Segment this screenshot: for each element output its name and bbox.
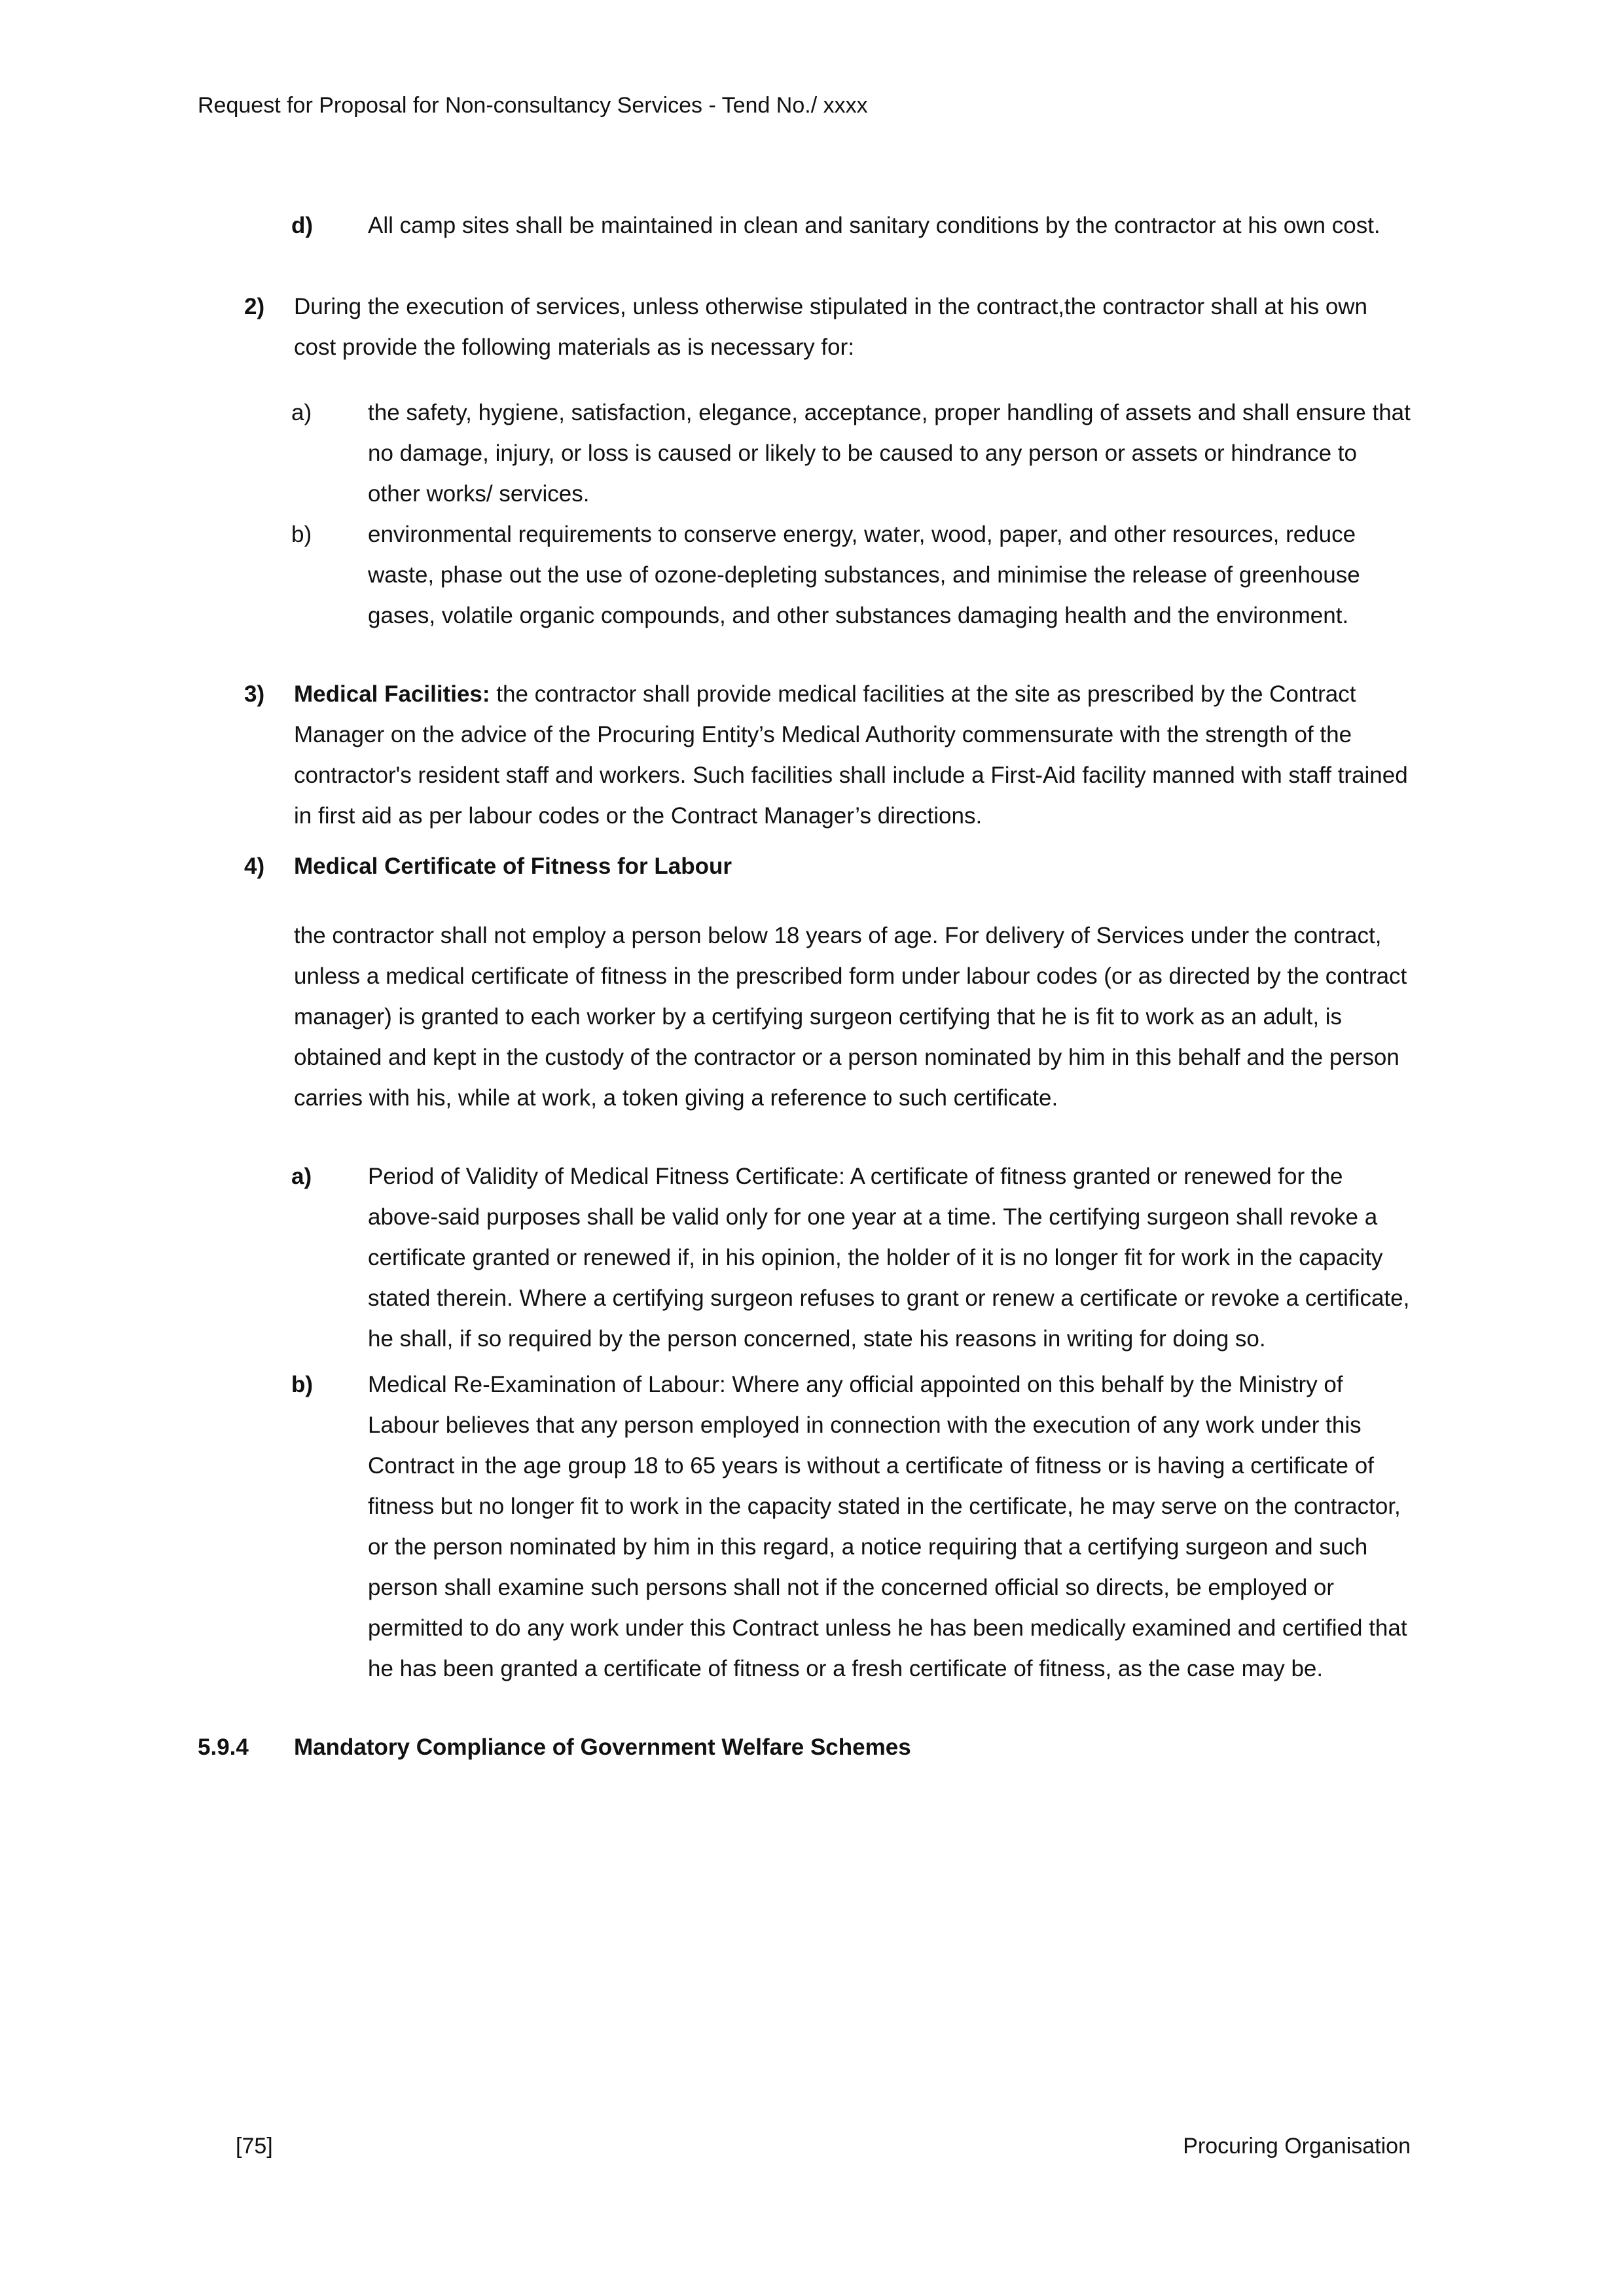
list-item-3 bbox=[244, 674, 1411, 836]
page-header bbox=[198, 85, 1411, 126]
list-text-4b: Medical Re-Examination of Labour: Where any official appointed on this behalf by the Ministry of Labour believes that any person employed in connection with the execution of any work under this Contract in the age group 18 to 65 years is without a certificate of fitness or is having a certificate of fitness but no longer fit to work in the capacity stated in the certificate, he may serve on the contractor, or the person nominated by him in this regard, a notice requiring that a certifying surgeon and such person shall examine such persons shall not if the concerned official so directs, be employed or permitted to do any work under this Contract unless he has been medically examined and certified that he has been granted a certificate of fitness or a fresh certificate of fitness, as the case may be. bbox=[368, 1372, 1407, 1681]
list-text-2a: the safety, hygiene, satisfaction, elegance, acceptance, proper handling of assets and shall ensure that no damage, injury, or loss is caused or likely to be caused to any person or assets or hindrance to other works/ services. bbox=[368, 400, 1411, 507]
footer-organisation: Procuring Organisation bbox=[1183, 2134, 1411, 2159]
document-body bbox=[198, 206, 1411, 1768]
list-label-2b: b) bbox=[291, 522, 312, 547]
list-item-4b bbox=[291, 1365, 1411, 1689]
list-item-2b bbox=[291, 514, 1411, 636]
list-text-4a: Period of Validity of Medical Fitness Certificate: A certificate of fitness granted or renewed for the above-said purposes shall be valid only for one year at a time. The certifying surgeon shall revoke a certificate granted or renewed if, in his opinion, the holder of it is no longer fit for work in the capacity stated therein. Where a certifying surgeon refuses to grant or renew a certificate or revoke a certificate, he shall, if so required by the person concerned, state his reasons in writing for doing so. bbox=[368, 1164, 1410, 1352]
list-item-2 bbox=[244, 287, 1411, 368]
list-item-2a bbox=[291, 393, 1411, 514]
list-text-3 bbox=[294, 674, 1411, 836]
section-heading-594 bbox=[198, 1727, 1411, 1768]
footer-page-number: [75] bbox=[236, 2134, 273, 2159]
list-item-d bbox=[291, 206, 1411, 246]
list-label-3: 3) bbox=[244, 681, 265, 707]
page-footer bbox=[198, 2126, 1411, 2166]
list-label-4a: a) bbox=[291, 1164, 312, 1189]
list-label-2a: a) bbox=[291, 400, 312, 425]
item-3-heading: Medical Facilities: bbox=[294, 681, 490, 707]
list-text-2b: environmental requirements to conserve energy, water, wood, paper, and other resources, reduce waste, phase out the use of ozone-depleting substances, and minimise the release of greenhouse gases, volatile organic compounds, and other substances damaging health and the environment. bbox=[368, 522, 1360, 628]
list-item-4a bbox=[291, 1157, 1411, 1359]
list-label-d: d) bbox=[291, 213, 314, 238]
list-label-4: 4) bbox=[244, 853, 265, 879]
list-text-d: All camp sites shall be maintained in clean and sanitary conditions by the contractor at his own cost. bbox=[368, 213, 1380, 238]
section-text-594: Mandatory Compliance of Government Welfare Schemes bbox=[294, 1734, 911, 1760]
item-4-paragraph: the contractor shall not employ a person below 18 years of age. For delivery of Services under the contract, unless a medical certificate of fitness in the prescribed form under labour codes (or as directed by the contract manager) is granted to each worker by a certifying surgeon certifying that he is fit to work as an adult, is obtained and kept in the custody of the contractor or a person nominated by him in this behalf and the person carries with his, while at work, a token giving a reference to such certificate. bbox=[294, 923, 1407, 1111]
list-label-2: 2) bbox=[244, 294, 265, 319]
section-label-594: 5.9.4 bbox=[198, 1734, 249, 1760]
item-4-heading: Medical Certificate of Fitness for Labour bbox=[294, 853, 732, 879]
item-3-body: the contractor shall provide medical facilities at the site as prescribed by the Contract Manager on the advice of the Procuring Entity’s Medical Authority commensurate with the strength of the contractor's resident staff and workers. Such facilities shall include a First-Aid facility manned with staff trained in first aid as per labour codes or the Contract Manager’s directions. bbox=[294, 681, 1408, 829]
list-label-4b: b) bbox=[291, 1372, 314, 1397]
header-title: Request for Proposal for Non-consultancy Services - Tend No./ xxxx bbox=[198, 93, 868, 118]
list-item-4 bbox=[244, 846, 1411, 887]
list-text-2: During the execution of services, unless otherwise stipulated in the contract,the contractor shall at his own cost provide the following materials as is necessary for: bbox=[294, 294, 1368, 360]
